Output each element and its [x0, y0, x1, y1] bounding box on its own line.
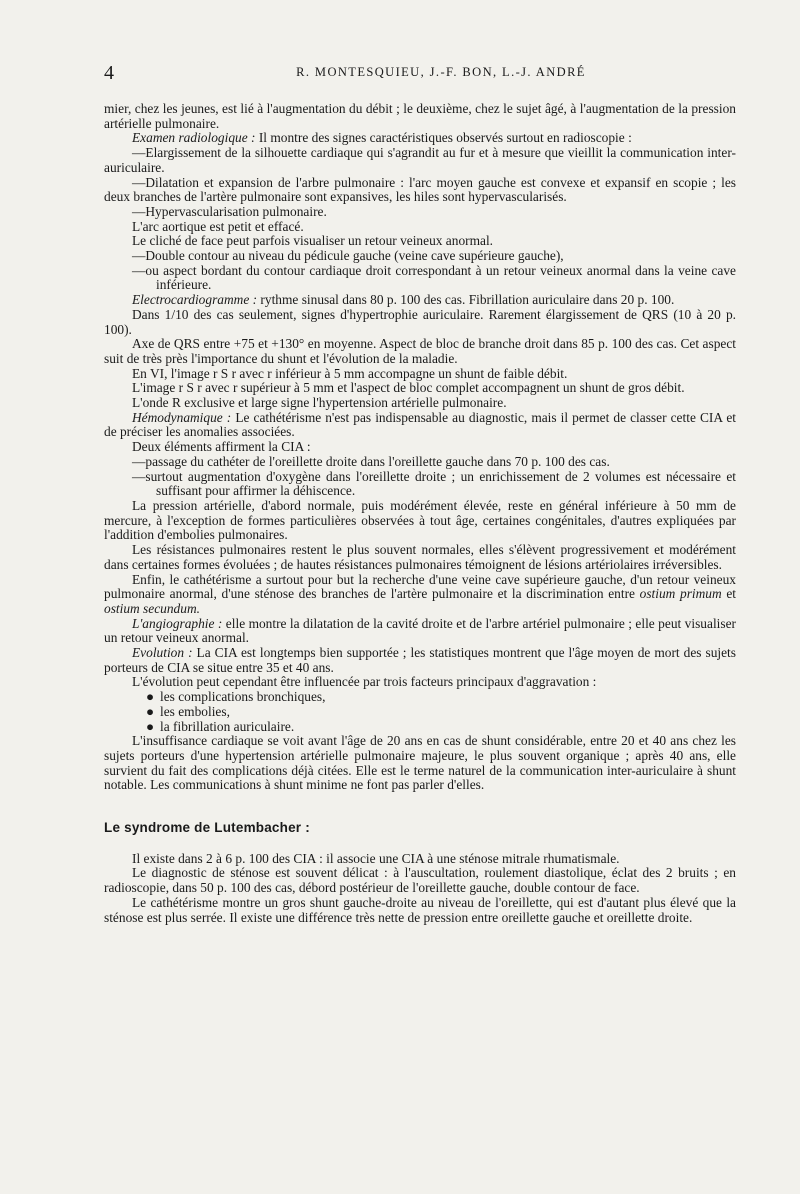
dash-item	[104, 455, 736, 470]
paragraph-text: et	[721, 586, 736, 602]
running-head-authors: R. MONTESQUIEU, J.-F. BON, L.-J. ANDRÉ	[296, 65, 586, 79]
paragraph	[104, 573, 736, 617]
dash-marker: —	[132, 453, 146, 469]
paragraph-text: passage du cathéter de l'oreillette droite dans l'oreillette gauche dans 70 p. 100 des cas.	[145, 453, 610, 469]
paragraph: Le diagnostic de sténose est souvent délicat : à l'auscultation, roulement diastolique, éclat des 2 bruits ; en radioscopie, dans 50 p. 100 des cas, débord postérieur de l'oreillette gauche, double contour de face.	[104, 865, 736, 896]
dash-marker: —	[132, 248, 146, 264]
paragraph-text: elle montre la dilatation de la cavité droite et de l'arbre artériel pulmonaire ; elle peut visualiser un retour veineux anormal.	[104, 615, 736, 646]
paragraph-text: Double contour au niveau du pédicule gauche (veine cave supérieure gauche),	[145, 248, 564, 264]
dash-item	[104, 264, 736, 293]
spacer	[104, 836, 736, 852]
italic-term: ostium primum	[639, 586, 722, 602]
paragraph-text: ou aspect bordant du contour cardiaque droit correspondant à un retour veineux anormal dans la veine cave inférieure.	[145, 262, 736, 293]
dash-item	[104, 249, 736, 264]
paragraph-text: Le cathétérisme n'est pas indispensable au diagnostic, mais il permet de classer cette CIA et de préciser les anomalies associées.	[104, 409, 736, 440]
paragraph-text: Hypervascularisation pulmonaire.	[145, 203, 327, 219]
paragraph: L'arc aortique est petit et effacé.	[132, 218, 304, 234]
bullet-marker: ●	[146, 718, 155, 734]
body-text	[104, 102, 736, 925]
paragraph-text: rythme sinusal dans 80 p. 100 des cas. Fibrillation auriculaire dans 20 p. 100.	[257, 292, 675, 308]
dash-marker: —	[132, 468, 146, 484]
paragraph: Dans 1/10 des cas seulement, signes d'hypertrophie auriculaire. Rarement élargissement de QRS (10 à 20 p. 100).	[104, 306, 736, 337]
paragraph-angiographie	[104, 617, 736, 646]
bullet-text: les complications bronchiques,	[160, 689, 326, 705]
spacer	[104, 793, 736, 821]
paragraph: L'insuffisance cardiaque se voit avant l'âge de 20 ans en cas de shunt considérable, entre 20 et 40 ans chez les sujets porteurs d'une hypertension artérielle pulmonaire majeure, le plus souvent organique ; après 40 ans, elle survient du fait des complications déjà citées. Elle est le terme naturel de la communication inter-auriculaire à shunt notable. Les communications à shunt minime ne font pas parler d'elles.	[104, 733, 736, 793]
dash-marker: —	[132, 174, 146, 190]
paragraph-text: La CIA est longtemps bien supportée ; les statistiques montrent que l'âge moyen de mort des sujets porteurs de CIA se situe entre 35 et 40 ans.	[104, 645, 736, 675]
paragraph-text: Enfin, le cathétérisme a surtout pour but la recherche d'une veine cave supérieure gauche, d'un retour veineux pulmonaire anormal, d'une sténose des branches de l'artère pulmonaire et la discrimination entre	[104, 571, 736, 602]
italic-term: ostium secundum.	[104, 600, 200, 616]
paragraph: Le cliché de face peut parfois visualiser un retour veineux anormal.	[132, 233, 494, 249]
section-lead: Evolution :	[132, 645, 193, 661]
paragraph: mier, chez les jeunes, est lié à l'augmentation du débit ; le deuxième, chez le sujet âgé, à l'augmentation de la pression artérielle pulmonaire.	[104, 101, 736, 131]
paragraph: Il existe dans 2 à 6 p. 100 des CIA : il associe une CIA à une sténose mitrale rhumatismale.	[132, 850, 620, 866]
bullet-text: la fibrillation auriculaire.	[160, 718, 295, 734]
section-lead: Examen radiologique :	[132, 130, 256, 146]
bullet-item	[104, 720, 736, 735]
paragraph: Le cathétérisme montre un gros shunt gauche-droite au niveau de l'oreillette, qui est d'autant plus élevé que la sténose est plus serrée. Il existe une différence très nette de pression entre oreillette gauche et oreillette droite.	[104, 894, 736, 925]
bullet-item	[104, 690, 736, 705]
paragraph: L'image r S r avec r supérieur à 5 mm et l'aspect de bloc complet accompagnent un shunt de gros débit.	[132, 380, 685, 396]
paragraph-evolution	[104, 646, 736, 675]
paragraph-text: surtout augmentation d'oxygène dans l'oreillette droite ; un enrichissement de 2 volumes est nécessaire et suffisant pour affirmer la déhiscence.	[145, 468, 736, 499]
paragraph: Deux éléments affirment la CIA :	[132, 439, 311, 455]
paragraph-text: Elargissement de la silhouette cardiaque qui s'agrandit au fur et à mesure que vieillit la communication inter-auriculaire.	[104, 145, 736, 175]
paragraph-hemodynamique	[104, 411, 736, 440]
dash-marker: —	[132, 203, 146, 219]
page-header	[104, 62, 754, 84]
paragraph: L'évolution peut cependant être influencée par trois facteurs principaux d'aggravation :	[132, 674, 597, 690]
bullet-item	[104, 705, 736, 720]
paragraph-electrocardiogramme	[104, 293, 736, 308]
paragraph-text: Dilatation et expansion de l'arbre pulmonaire : l'arc moyen gauche est convexe et expansif en scopie ; les deux branches de l'artère pulmonaire sont expansives, les hiles sont hypervascularisés.	[104, 174, 736, 205]
paragraph: La pression artérielle, d'abord normale, puis modérément élevée, reste en général inférieure à 50 mm de mercure, à l'exception de formes particulières observées à tout âge, certaines congénitales, d'autres expliquées par l'addition d'embolies pulmonaires.	[104, 497, 736, 543]
paragraph-text: Il montre des signes caractéristiques observés surtout en radioscopie :	[255, 130, 632, 146]
paragraph: Axe de QRS entre +75 et +130° en moyenne. Aspect de bloc de branche droit dans 85 p. 100 des cas. Cet aspect suit de très près l'importance du shunt et l'évolution de la maladie.	[104, 336, 736, 366]
section-lead: Hémodynamique :	[132, 409, 232, 425]
dash-item	[104, 176, 736, 205]
bullet-marker: ●	[146, 703, 155, 719]
paragraph: En VI, l'image r S r avec r inférieur à 5 mm accompagne un shunt de faible débit.	[132, 365, 568, 381]
dash-item	[104, 205, 736, 220]
paragraph: Les résistances pulmonaires restent le plus souvent normales, elles s'élèvent progressivement et modérément dans certaines formes évoluées ; de hautes résistances pulmonaires témoignent de lésions artériolaires irréversibles.	[104, 542, 736, 572]
bullet-text: les embolies,	[160, 703, 230, 719]
page-number: 4	[104, 62, 114, 84]
paragraph-examen-radiologique	[104, 131, 736, 146]
paragraph: L'onde R exclusive et large signe l'hypertension artérielle pulmonaire.	[132, 395, 507, 411]
section-lead: L'angiographie :	[132, 615, 223, 631]
section-heading-lutembacher: Le syndrome de Lutembacher :	[104, 820, 310, 836]
section-lead: Electrocardiogramme :	[132, 292, 258, 308]
dash-marker: —	[132, 262, 146, 278]
dash-marker: —	[132, 145, 146, 161]
bullet-marker: ●	[146, 689, 155, 705]
dash-item	[104, 470, 736, 499]
dash-item	[104, 146, 736, 175]
